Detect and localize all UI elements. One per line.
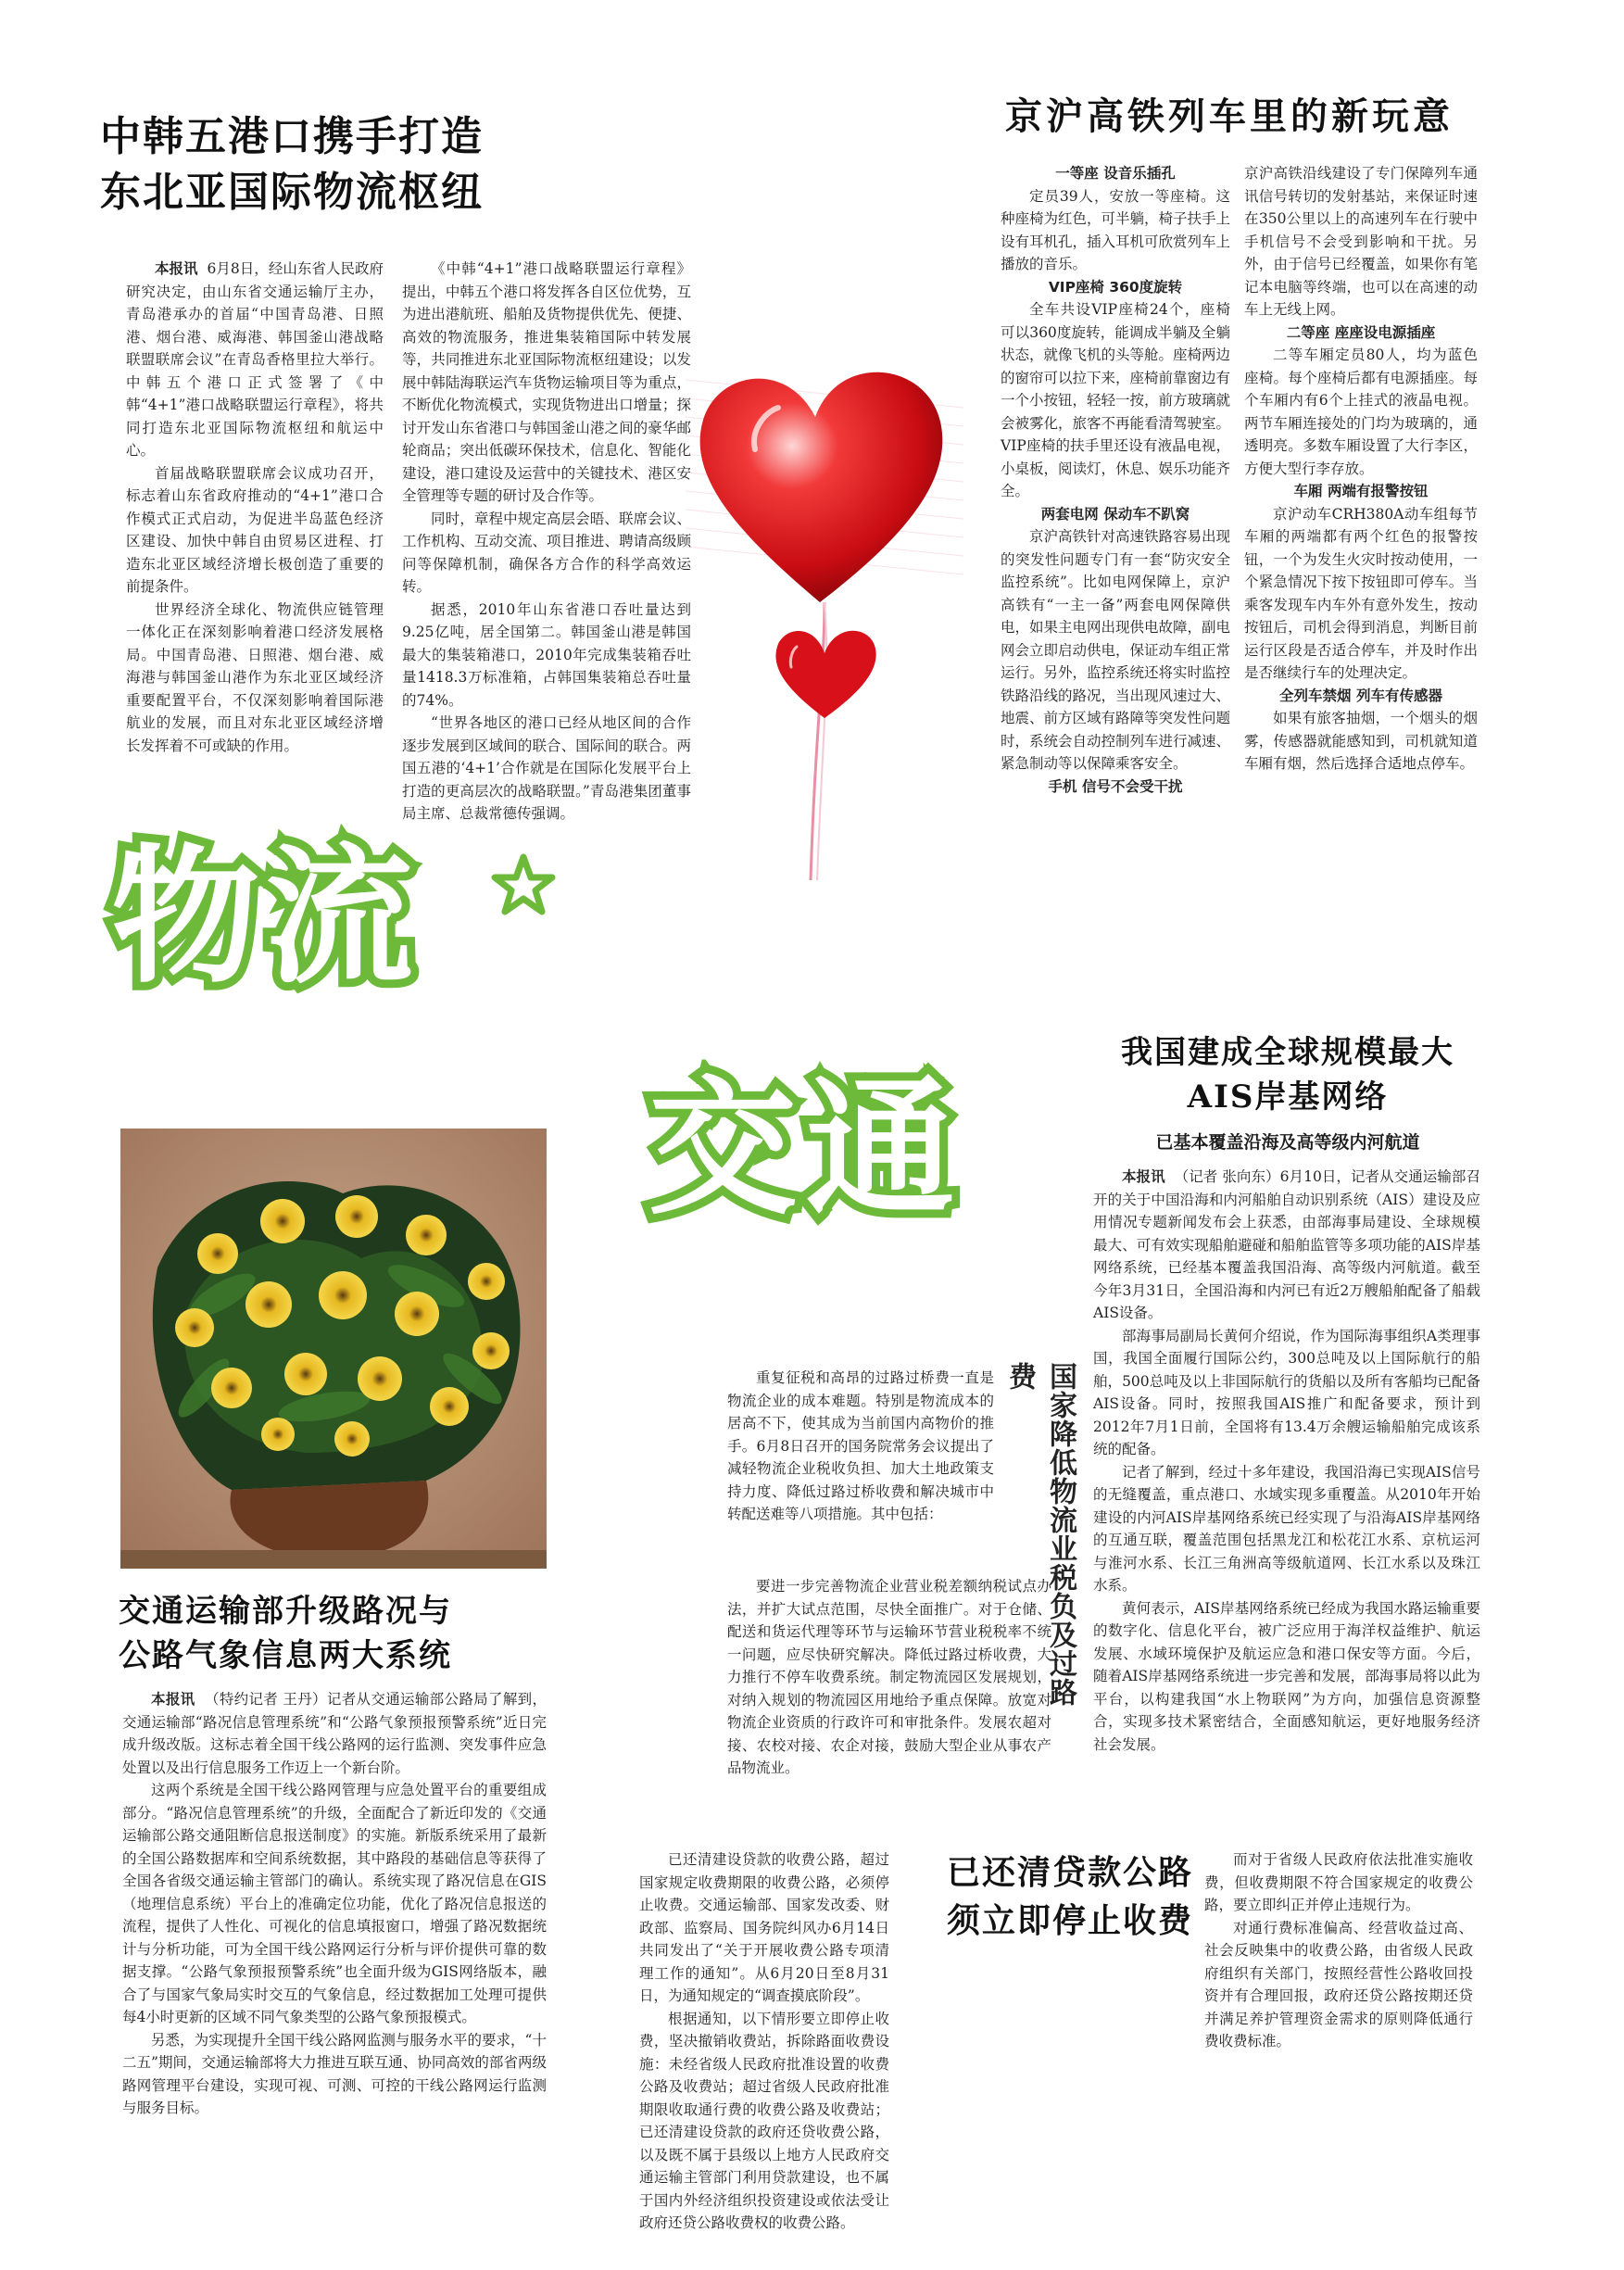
article4-body2 xyxy=(727,1575,1051,1780)
article6-para4: 对通行费标准偏高、经营收益过高、社会反映集中的收费公路，由省级人民政府组织有关部门，按照经营性公路收回投资并有合理回报，政府还贷公路按期还贷并满足养护管理资金需求的原则降低通行费收费标准。 xyxy=(1204,1919,1473,2049)
article3-para2: 部海事局副局长黄何介绍说，作为国际海事组织A类理事国，我国全面履行国际公约，300总吨及以上国际航行的船舶，500总吨及以上非国际航行的货船以及所有客船均已配备AIS设备。同时，按照我国AIS推广和配备要求，预计到2012年7月1日前，全国将有13.4万余艘运输船舶完成该系统的配备。 xyxy=(1093,1327,1480,1457)
article4-vertical-title: 国家降低物流业税负及过路费 xyxy=(1003,1362,1076,1707)
article1-title-line2: 东北亚国际物流枢纽 xyxy=(100,169,484,216)
article5-para2: 这两个系统是全国干线公路网管理与应急处置平台的重要组成部分。“路况信息管理系统”的升级，全面配合了新近印发的《交通运输部公路交通阻断信息报送制度》的实施。新版系统采用了最新的全国公路数据库和空间系统数据，其中路段的基础信息等获得了全国各省级交通运输主管部门的确认。系统实现了路况信息在GIS（地理信息系统）平台上的准确定位功能，优化了路况信息报送的流程，提供了人性化、可视化的信息填报窗口，增强了路况数据统计与分析功能，可为全国干线公路网运行分析与评价提供可靠的数据支撑。“公路气象预报预警系统”也全面升级为GIS网络版本，融合了与国家气象局实时交互的气象信息，经过数据加工处理可提供每4小时更新的区域不同气象类型的公路气象预报模式。 xyxy=(122,1782,547,2025)
article2-sub3: 两套电网 保动车不趴窝 xyxy=(1040,505,1190,523)
article5-para1: 记者从交通运输部公路局了解到，交通运输部“路况信息管理系统”和“公路气象预报预警系统”近日完成升级改版。这标志着全国干线公路网的运行监测、突发事件应急处置以及出行信息服务工作迈上一个新台阶。 xyxy=(122,1691,547,1776)
article2-sub1: 一等座 设音乐插孔 xyxy=(1055,165,1176,182)
article4-para1: 重复征税和高昂的过路过桥费一直是物流企业的成本难题。特别是物流成本的居高不下，使其成为当前国内高物价的推手。6月8日召开的国务院常务会议提出了减轻物流企业税收负担、加大土地政策支持力度、降低过路过桥收费和解决城市中转配送难等八项措施。其中包括： xyxy=(727,1369,994,1522)
article1-para7: “世界各地区的港口已经从地区间的合作逐步发展到区域间的联合、国际间的联合。两国五港的‘4+1’合作就是在国际化发展平台上打造的更高层次的战略联盟。”青岛港集团董事局主席、总裁常德传强调。 xyxy=(402,714,691,822)
article5-title-line2: 公路气象信息两大系统 xyxy=(119,1637,452,1674)
article5-title-line1: 交通运输部升级路况与 xyxy=(119,1593,452,1630)
section-logo-jiaotong: 交通 xyxy=(648,1062,964,1235)
article1-col1 xyxy=(126,258,384,757)
article1-para3: 世界经济全球化、物流供应链管理一体化正在深刻影响着港口经济发展格局。中国青岛港、日照港、烟台港、威海港与韩国釜山港作为东北亚区域经济重要配置平台，不仅深刻影响着国际港航业的发展，而且对东北亚区域经济增长发挥着不可或缺的作用。 xyxy=(126,600,384,754)
article3-para1: 6月10日，记者从交通运输部召开的关于中国沿海和内河船舶自动识别系统（AIS）建设及应用情况专题新闻发布会上获悉，由部海事局建设、全球规模最大、可有效实现船舶避碰和船舶监管等多项功能的AIS岸基网络系统，已经基本覆盖我国沿海、高等级内河航道。截至今年3月31日，全国沿海和内河已有近2万艘船舶配备了船载AIS设备。 xyxy=(1093,1168,1480,1321)
section-logo-wuliu: 物流 xyxy=(111,830,420,1003)
heart-icon-large xyxy=(700,372,943,602)
article1-col2 xyxy=(402,258,691,826)
article2-col1 xyxy=(1001,162,1230,798)
article3-subtitle: 已基本覆盖沿海及高等级内河航道 xyxy=(1155,1132,1420,1153)
article2-sub2: VIP座椅 360度旋转 xyxy=(1048,278,1183,296)
article3-body xyxy=(1093,1166,1480,1756)
article1-para6: 据悉，2010年山东省港口吞吐量达到9.25亿吨，居全国第二。韩国釜山港是韩国最大的集装箱港口，2010年完成集装箱吞吐量1418.3万标准箱，占韩国集装箱总吞吐量的74%。 xyxy=(402,600,691,709)
article2-sub7: 全列车禁烟 列车有传感器 xyxy=(1279,687,1442,704)
article2-text3: 京沪高铁针对高速铁路容易出现的突发性问题专门有一套“防灾安全监控系统”。比如电网保障上，京沪高铁有“一主一备”两套电网保障供电，如果主电网出现供电故障，副电网会立即启动供电，保证动车组正常运行。另外，监控系统还将实时监控铁路沿线的路况，当出现风速过大、地震、前方区域有路障等突发性问题时，系统会自动控制列车进行减速、紧急制动等以保障乘客安全。 xyxy=(1001,528,1231,772)
article6-col1 xyxy=(639,1848,889,2235)
article3-byline-lead: 本报讯 xyxy=(1122,1167,1165,1185)
article1-title xyxy=(100,109,619,221)
article2-text1: 定员39人，安放一等座椅。这种座椅为红色，可半躺，椅子扶手上设有耳机孔，插入耳机可欣赏列车上播放的音乐。 xyxy=(1001,187,1231,272)
article2-text2: 全车共设VIP座椅24个，座椅可以360度旋转，能调成半躺及全躺状态，就像飞机的头等舱。座椅两边的窗帘可以拉下来，座椅前靠窗边有一个小按钮，轻轻一按，前方玻璃就会被雾化，旅客不再能看清驾驶室。VIP座椅的扶手里还设有液晶电视，小桌板，阅读灯，休息、娱乐功能齐全。 xyxy=(1001,301,1231,499)
article3-para3: 记者了解到，经过十多年建设，我国沿海已实现AIS信号的无缝覆盖，重点港口、水域实现多重覆盖。从2010年开始建设的内河AIS岸基网络系统已经实现了与沿海AIS岸基网络的互通互联，覆盖范围包括黑龙江和松花江水系、京杭运河与淮河水系、长江三角洲高等级航道网、长江水系以及珠江水系。 xyxy=(1093,1463,1480,1594)
heart-balloon-illustration xyxy=(676,296,973,889)
article2-text7: 如果有旅客抽烟，一个烟头的烟雾，传感器就能感知到，司机就知道车厢有烟，然后选择合适地点停车。 xyxy=(1244,710,1478,772)
article1-para2: 首届战略联盟联席会议成功召开，标志着山东省政府推动的“4+1”港口合作模式正式启动，为促进半岛蓝色经济区建设、加快中韩自由贸易区进程、打造东北亚区域经济增长极创造了重要的前提条件。 xyxy=(126,464,384,595)
article1-para1: 6月8日，经山东省人民政府研究决定，由山东省交通运输厅主办，青岛港承办的首届“中国青岛港、日照港、烟台港、威海港、韩国釜山港战略联盟联席会议”在青岛香格里拉大举行。中韩五个港口正式签署了《中韩“4+1”港口战略联盟运行章程》，将共同打造东北亚国际物流枢纽和航运中心。 xyxy=(126,260,384,459)
article5-title xyxy=(119,1589,554,1678)
article6-para3: 而对于省级人民政府依法批准实施收费，但收费期限不符合国家规定的收费公路，要立即纠正并停止违规行为。 xyxy=(1204,1851,1473,1913)
flower-painting-image xyxy=(120,1129,547,1569)
byline-lead: 本报讯 xyxy=(155,259,198,277)
article6-para2: 根据通知，以下情形要立即停止收费，坚决撤销收费站，拆除路面收费设施：未经省级人民政府批准设置的收费公路及收费站；超过省级人民政府批准期限收取通行费的收费公路及收费站；已还清建设贷款的政府还贷收费公路，以及既不属于县级以上地方人民政府交通运输主管部门利用贷款建设，也不属于国内外经济组织投资建设或依法受让政府还贷公路收费权的收费公路。 xyxy=(639,2010,889,2231)
article2-text5: 二等车厢定员80人，均为蓝色座椅。每个座椅后都有电源插座。每个车厢内有6个上挂式的液晶电视。两节车厢连接处的门均为玻璃的，通透明亮。多数车厢设置了大行李区，方便大型行李存放。 xyxy=(1244,347,1478,477)
article2-sub5: 二等座 座座设电源插座 xyxy=(1286,323,1436,341)
article6-para1: 已还清建设贷款的收费公路，超过国家规定收费期限的收费公路，必须停止收费。交通运输部、国家发改委、财政部、监察局、国务院纠风办6月14日共同发出了“关于开展收费公路专项清理工作的通知”。从6月20日至8月31日，为通知规定的“调查摸底阶段”。 xyxy=(639,1851,889,2004)
article6-title xyxy=(903,1848,1237,1945)
article5-byline-lead: 本报讯 xyxy=(151,1690,195,1708)
article3-title-line1: 我国建成全球规模最大 xyxy=(1121,1034,1454,1071)
article4-body xyxy=(727,1367,994,1526)
article4-para2: 要进一步完善物流企业营业税差额纳税试点办法，并扩大试点范围，尽快全面推广。对于仓储、配送和货运代理等环节与运输环节营业税税率不统一问题，应尽快研究解决。降低过路过桥收费，大力推行不停车收费系统。制定物流园区发展规划，对纳入规划的物流园区用地给予重点保障。放宽对物流企业资质的行政许可和审批条件。发展农超对接、农校对接、农企对接，鼓励大型企业从事农产品物流业。 xyxy=(727,1578,1051,1776)
article3-title xyxy=(1084,1030,1492,1119)
article5-para3: 另悉，为实现提升全国干线公路网监测与服务水平的要求，“十二五”期间，交通运输部将大力推进互联互通、协同高效的部省两级路网管理平台建设，实现可视、可测、可控的干线公路网运行监测与服务目标。 xyxy=(122,2031,547,2116)
star-icon xyxy=(491,852,556,917)
article6-title-line2: 须立即停止收费 xyxy=(946,1901,1193,1940)
article2-text4: 京沪高铁沿线建设了专门保障列车通讯信号转切的发射基站，来保证时速在350公里以上的高速列车在行驶中手机信号不会受到影响和干扰。另外，由于信号已经覆盖，如果你有笔记本电脑等终端，也可以在高速的动车上无线上网。 xyxy=(1244,165,1478,318)
article3-title-line2: AIS岸基网络 xyxy=(1187,1078,1389,1116)
article1-title-line1: 中韩五港口携手打造 xyxy=(100,113,484,160)
article2-text6: 京沪动车CRH380A动车组每节车厢的两端都有两个红色的报警按钮，一个为发生火灾时按动使用，一个紧急情况下按下按钮即可停车。当乘客发现车内车外有意外发生，按动按钮后，司机会得到消息，判断目前运行区段是否适合停车，并及时作出是否继续行车的处理决定。 xyxy=(1244,505,1478,681)
article2-title: 京沪高铁列车里的新玩意 xyxy=(1005,95,1454,138)
article1-para5: 同时，章程中规定高层会晤、联席会议、工作机构、互动交流、项目推进、聘请高级顾问等保障机制，确保各方合作的科学高效运转。 xyxy=(402,510,691,595)
article3-byline-reporter: （记者 张向东） xyxy=(1174,1168,1280,1185)
article3-para4: 黄何表示，AIS岸基网络系统已经成为我国水路运输重要的数字化、信息化平台，被广泛应用于海洋权益维护、航运发展、水域环境保护及航运应急和港口保安等方面。今后，随着AIS岸基网络系统进一步完善和发展，部海事局将以此为平台，以构建我国“水上物联网”为方向，加强信息资源整合，实现多技术紧密结合，全面感知航运，更好地服务经济社会发展。 xyxy=(1093,1599,1480,1753)
article5-byline-reporter: （特约记者 王丹） xyxy=(205,1691,327,1708)
article6-title-line1: 已还清贷款公路 xyxy=(946,1853,1193,1892)
article2-sub4: 手机 信号不会受干扰 xyxy=(1048,777,1183,795)
article6-col3 xyxy=(1204,1848,1473,2053)
article2-col2 xyxy=(1244,162,1478,776)
article5-body xyxy=(122,1688,547,2120)
article2-sub6: 车厢 两端有报警按钮 xyxy=(1293,483,1429,499)
article1-para4: 《中韩“4+1”港口战略联盟运行章程》提出，中韩五个港口将发挥各自区位优势，互为进出港航班、船舶及货物提供优先、便捷、高效的物流服务，推进集装箱国际中转发展等，共同推进东北亚国际物流枢纽建设；以发展中韩陆海联运汽车货物运输项目等为重点，不断优化物流模式，实现货物进出口增量；探讨开发山东省港口与韩国釜山港之间的豪华邮轮商品；突出低碳环保技术，信息化、智能化建设，港口建设及运营中的关键技术、港区安全管理等专题的研讨及合作等。 xyxy=(402,260,691,504)
